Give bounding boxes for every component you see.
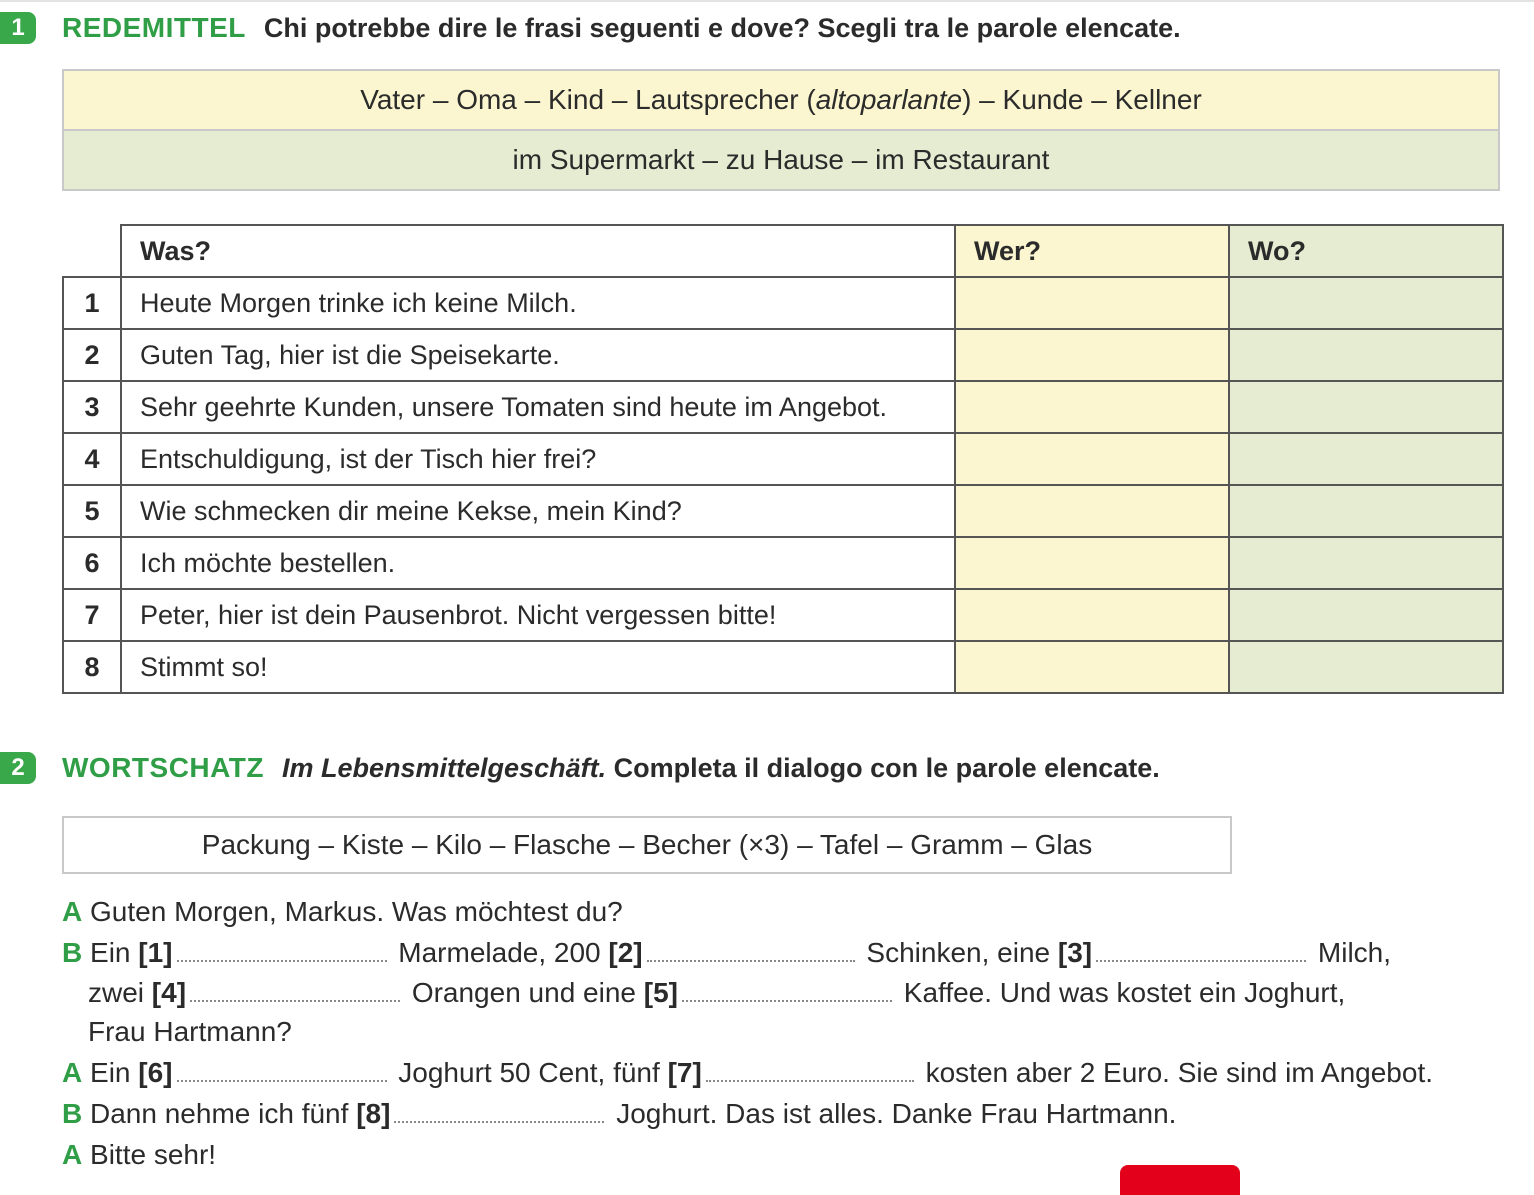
exercise-number-badge: 2 — [0, 752, 36, 784]
exercise-number-badge: 1 — [0, 12, 36, 44]
dialog-line: A Guten Morgen, Markus. Was möchtest du? — [62, 896, 623, 927]
table-row: 5 Wie schmecken dir meine Kekse, mein Kind? — [63, 485, 1503, 537]
wer-answer-cell[interactable] — [955, 589, 1229, 641]
exercise-tag: WORTSCHATZ — [62, 752, 264, 783]
exercise-table — [62, 224, 1504, 694]
wo-answer-cell[interactable] — [1229, 641, 1503, 693]
table-row: 7 Peter, hier ist dein Pausenbrot. Nicht vergessen bitte! — [63, 589, 1503, 641]
speaker-label: A — [62, 896, 83, 927]
dialog-line: B Dann nehme ich fünf [8] Joghurt. Das ist alles. Danke Frau Hartmann. — [62, 1098, 1177, 1129]
dialog-line: Frau Hartmann? — [88, 1016, 292, 1047]
place-words: im Supermarkt – zu Hause – im Restaurant — [64, 131, 1498, 189]
wer-answer-cell[interactable] — [955, 381, 1229, 433]
exercise-2-header — [0, 748, 1160, 788]
blank-7[interactable] — [706, 1058, 914, 1082]
blank-3[interactable] — [1096, 938, 1306, 962]
exercise-instruction: Im Lebensmittelgeschäft. Completa il dialogo con le parole elencate. — [282, 752, 1160, 783]
wo-answer-cell[interactable] — [1229, 277, 1503, 329]
wer-answer-cell[interactable] — [955, 277, 1229, 329]
table-row: 8 Stimmt so! — [63, 641, 1503, 693]
speaker-label: B — [62, 1098, 83, 1129]
dialog-line: zwei [4] Orangen und eine [5] Kaffee. Und was kostet ein Joghurt, — [88, 977, 1346, 1008]
exercise-tag: REDEMITTEL — [62, 12, 246, 43]
top-rule — [0, 0, 1534, 2]
dialog-line: B Ein [1] Marmelade, 200 [2] Schinken, eine [3] Milch, — [62, 937, 1392, 968]
blank-5[interactable] — [682, 978, 892, 1002]
blank-1[interactable] — [177, 938, 387, 962]
wer-answer-cell[interactable] — [955, 485, 1229, 537]
header-wo: Wo? — [1229, 225, 1503, 277]
wo-answer-cell[interactable] — [1229, 433, 1503, 485]
word-bank-2: Packung – Kiste – Kilo – Flasche – Becher (×3) – Tafel – Gramm – Glas — [62, 816, 1232, 874]
table-row: 6 Ich möchte bestellen. — [63, 537, 1503, 589]
word-bank-1 — [62, 69, 1500, 191]
table-row: 4 Entschuldigung, ist der Tisch hier frei? — [63, 433, 1503, 485]
wer-answer-cell[interactable] — [955, 329, 1229, 381]
table-row: 2 Guten Tag, hier ist die Speisekarte. — [63, 329, 1503, 381]
header-was: Was? — [121, 225, 955, 277]
wer-answer-cell[interactable] — [955, 433, 1229, 485]
blank-2[interactable] — [647, 938, 855, 962]
wo-answer-cell[interactable] — [1229, 537, 1503, 589]
wo-answer-cell[interactable] — [1229, 381, 1503, 433]
speaker-label: B — [62, 937, 83, 968]
speaker-label: A — [62, 1139, 83, 1170]
table-row: 3 Sehr geehrte Kunden, unsere Tomaten sind heute im Angebot. — [63, 381, 1503, 433]
blank-4[interactable] — [190, 978, 400, 1002]
wo-answer-cell[interactable] — [1229, 329, 1503, 381]
blank-6[interactable] — [177, 1058, 387, 1082]
dialog-line: A Bitte sehr! — [62, 1139, 217, 1170]
dialog-line: A Ein [6] Joghurt 50 Cent, fünf [7] kosten aber 2 Euro. Sie sind im Angebot. — [62, 1057, 1434, 1088]
blank-8[interactable] — [394, 1099, 604, 1123]
page-tab-marker — [1120, 1165, 1240, 1195]
people-words: Vater – Oma – Kind – Lautsprecher ( altoparlante ) – Kunde – Kellner — [64, 71, 1498, 131]
exercise-1-header — [0, 8, 1181, 48]
wer-answer-cell[interactable] — [955, 537, 1229, 589]
exercise-instruction: Chi potrebbe dire le frasi seguenti e dove? Scegli tra le parole elencate. — [263, 12, 1181, 43]
wo-answer-cell[interactable] — [1229, 485, 1503, 537]
speaker-label: A — [62, 1057, 83, 1088]
wer-answer-cell[interactable] — [955, 641, 1229, 693]
wo-answer-cell[interactable] — [1229, 589, 1503, 641]
table-row: 1 Heute Morgen trinke ich keine Milch. — [63, 277, 1503, 329]
header-wer: Wer? — [955, 225, 1229, 277]
